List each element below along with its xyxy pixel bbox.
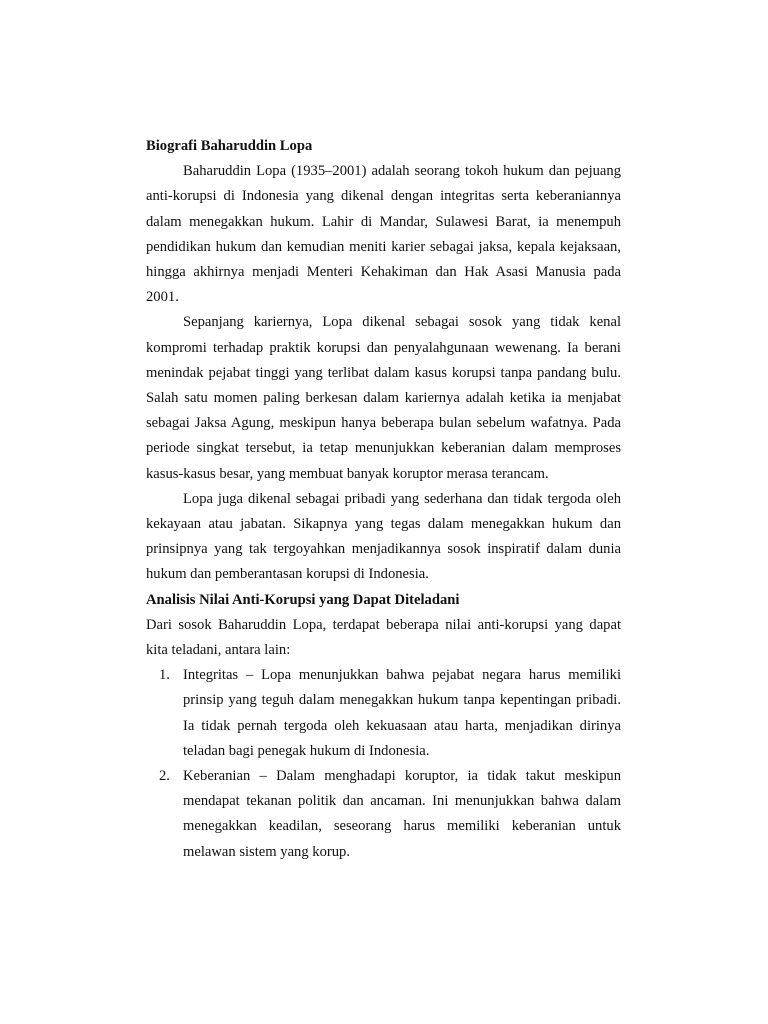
list-number: 1. [159,667,170,684]
section-heading: Analisis Nilai Anti-Korupsi yang Dapat Diteladani [146,591,460,608]
list-item-text: Integritas – Lopa menunjukkan bahwa pejabat negara harus memiliki prinsip yang teguh dalam menegakkan hukum tanpa kepentingan pribadi. Ia tidak pernah tergoda oleh kekuasaan atau harta, menjadikan dirinya teladan bagi penegak hukum di Indonesia. [183,667,621,759]
list-item [146,663,621,764]
document-page [146,134,621,865]
paragraph-2: Sepanjang kariernya, Lopa dikenal sebagai sosok yang tidak kenal kompromi terhadap praktik korupsi dan penyalahgunaan wewenang. Ia berani menindak pejabat tinggi yang terlibat dalam kasus korupsi tanpa pandang bulu. Salah satu momen paling berkesan dalam kariernya adalah ketika ia menjabat sebagai Jaksa Agung, meskipun hanya beberapa bulan sebelum wafatnya. Pada periode singkat tersebut, ia tetap menunjukkan keberanian dalam memproses kasus-kasus besar, yang membuat banyak koruptor merasa terancam. [146,314,621,482]
section-intro: Dari sosok Baharuddin Lopa, terdapat beberapa nilai anti-korupsi yang dapat kita teladani, antara lain: [146,616,621,659]
paragraph-1: Baharuddin Lopa (1935–2001) adalah seorang tokoh hukum dan pejuang anti-korupsi di Indonesia yang dikenal dengan integritas serta keberaniannya dalam menegakkan hukum. Lahir di Mandar, Sulawesi Barat, ia menempuh pendidikan hukum dan kemudian meniti karier sebagai jaksa, kepala kejaksaan, hingga akhirnya menjadi Menteri Kehakiman dan Hak Asasi Manusia pada 2001. [146,163,621,306]
paragraph-3: Lopa juga dikenal sebagai pribadi yang sederhana dan tidak tergoda oleh kekayaan atau jabatan. Sikapnya yang tegas dalam menegakkan hukum dan prinsipnya yang tak tergoyahkan menjadikannya sosok inspiratif dalam dunia hukum dan pemberantasan korupsi di Indonesia. [146,490,621,583]
list-item [146,764,621,865]
list-item-text: Keberanian – Dalam menghadapi koruptor, ia tidak takut meskipun mendapat tekanan politik dan ancaman. Ini menunjukkan bahwa dalam menegakkan keadilan, seseorang harus memiliki keberanian untuk melawan sistem yang korup. [183,768,621,860]
document-title: Biografi Baharuddin Lopa [146,138,313,154]
list-number: 2. [159,768,170,785]
value-list [146,663,621,865]
